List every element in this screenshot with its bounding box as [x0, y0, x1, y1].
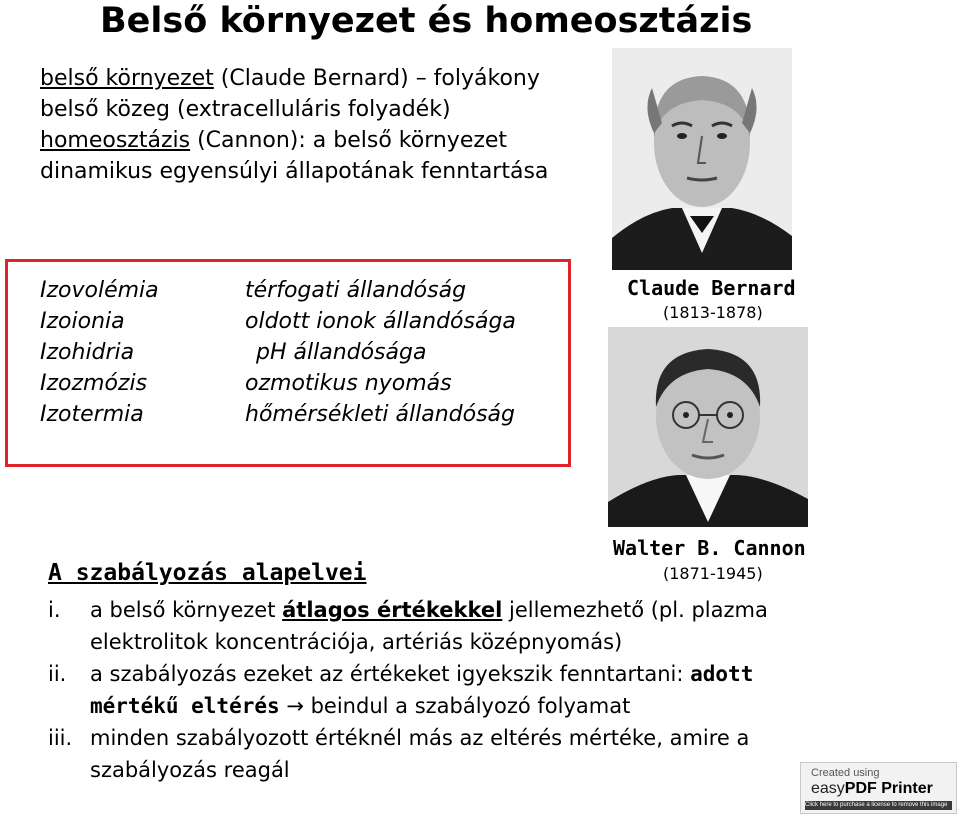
definition-item: pH állandósága: [256, 340, 427, 365]
principle-emphasis: adott mértékű eltérés: [90, 662, 754, 718]
intro-text-1: (Claude Bernard) – folyákony belső közeg (extracelluláris folyadék): [40, 66, 540, 122]
term-list: [40, 275, 159, 430]
principle-number: iii.: [48, 726, 73, 750]
principle-text: a belső környezet: [90, 598, 283, 622]
principle-item: [48, 594, 828, 658]
intro-text: [40, 63, 600, 187]
principle-emphasis: átlagos értékekkel: [282, 598, 503, 622]
principle-item: [48, 722, 828, 786]
principle-text: a szabályozás ezeket az értékeket igyekszik fenntartani:: [90, 662, 691, 686]
watermark-line1: Created using: [811, 767, 880, 779]
term-belso-kornyezet: belső környezet: [40, 66, 214, 91]
definition-item: oldott ionok állandósága: [245, 309, 516, 334]
easypdf-watermark[interactable]: [800, 762, 957, 814]
principle-text: minden szabályozott értéknél más az eltérés mértéke, amire a szabályozás reagál: [90, 726, 750, 782]
principles-list: [48, 594, 828, 786]
definition-list: [245, 275, 516, 430]
caption-name-bernard: Claude Bernard: [627, 276, 796, 300]
watermark-purchase-link[interactable]: Click here to purchase a license to remove this image: [805, 801, 952, 810]
principle-text: → beindul a szabályozó folyamat: [279, 694, 631, 718]
caption-years-cannon: (1871-1945): [663, 564, 763, 583]
intro-text-2: (Cannon): a belső környezet dinamikus egyensúlyi állapotának fenntartása: [40, 128, 549, 184]
watermark-brand-a: easy: [811, 780, 845, 797]
caption-years-bernard: (1813-1878): [663, 303, 763, 322]
principle-number: i.: [48, 598, 61, 622]
principles-heading: A szabályozás alapelvei: [48, 560, 367, 586]
watermark-brand: [811, 780, 933, 798]
caption-name-cannon: Walter B. Cannon: [613, 536, 806, 560]
principle-number: ii.: [48, 662, 67, 686]
portrait-walter-cannon: [608, 327, 808, 527]
definition-item: térfogati állandóság: [245, 278, 467, 303]
page-title: Belső környezet és homeosztázis: [100, 1, 753, 41]
term-item: Izohidria: [40, 340, 135, 365]
term-item: Izozmózis: [40, 371, 148, 396]
term-item: Izovolémia: [40, 278, 159, 303]
term-item: Izotermia: [40, 402, 144, 427]
term-homeosztazis: homeosztázis: [40, 128, 191, 153]
definition-item: hőmérsékleti állandóság: [245, 402, 515, 427]
definition-item: ozmotikus nyomás: [245, 371, 452, 396]
principle-text: jellemezhető (pl. plazma elektrolitok koncentrációja, artériás középnyomás): [90, 598, 768, 654]
portrait-claude-bernard: [612, 48, 792, 270]
principle-item: [48, 658, 828, 722]
watermark-brand-b: PDF Printer: [844, 780, 933, 797]
term-item: Izoionia: [40, 309, 125, 334]
